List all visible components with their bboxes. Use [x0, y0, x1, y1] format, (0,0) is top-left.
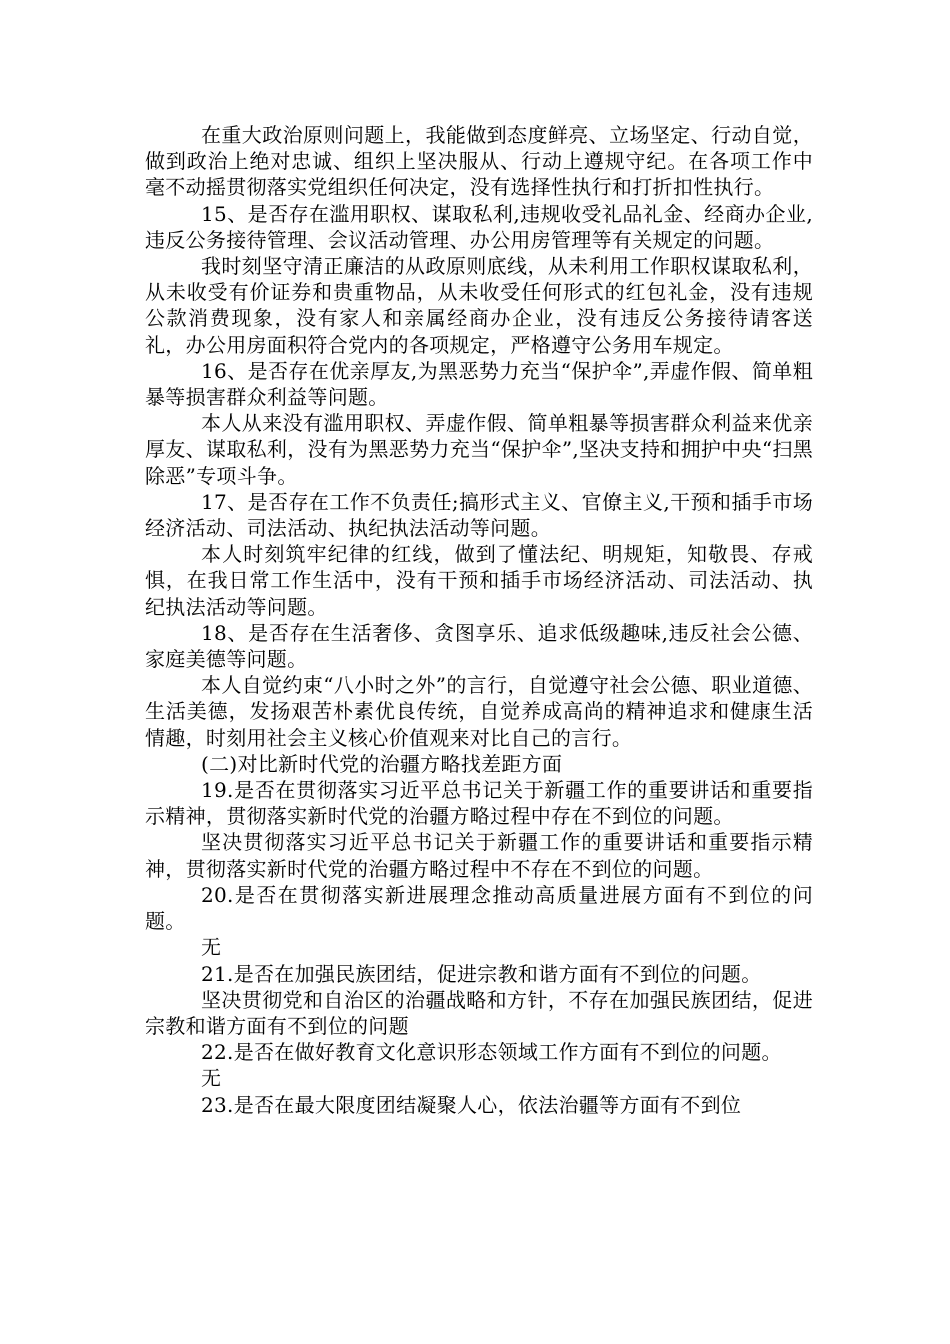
- question-18: 18、是否存在生活奢侈、贪图享乐、追求低级趣味,违反社会公德、家庭美德等问题。: [145, 620, 813, 672]
- answer-17: 本人时刻筑牢纪律的红线，做到了懂法纪、明规矩，知敬畏、存戒惧，在我日常工作生活中，没有干预和插手市场经济活动、司法活动、执纪执法活动等问题。: [145, 542, 813, 619]
- answer-16: 本人从来没有滥用职权、弄虚作假、简单粗暴等损害群众利益来优亲厚友、谋取私利，没有为黑恶势力充当“保护伞”,坚决支持和拥护中央“扫黑除恶”专项斗争。: [145, 411, 813, 488]
- paragraph-political-principle-answer: 在重大政治原则问题上，我能做到态度鲜亮、立场坚定、行动自觉，做到政治上绝对忠诚、组织上坚决服从、行动上遵规守纪。在各项工作中毫不动摇贯彻落实党组织任何决定，没有选择性执行和打折扣性执行。: [145, 123, 813, 200]
- question-16: 16、是否存在优亲厚友,为黑恶势力充当“保护伞”,弄虚作假、简单粗暴等损害群众利益等问题。: [145, 358, 813, 410]
- question-21: 21.是否在加强民族团结，促进宗教和谐方面有不到位的问题。: [201, 961, 762, 986]
- answer-21: 坚决贯彻党和自治区的治疆战略和方针，不存在加强民族团结，促进宗教和谐方面有不到位的问题: [145, 987, 813, 1038]
- answer-22: 无: [201, 1066, 222, 1091]
- question-19: 19.是否在贯彻落实习近平总书记关于新疆工作的重要讲话和重要指示精神，贯彻落实新时代党的治疆方略过程中存在不到位的问题。: [145, 778, 813, 829]
- question-15: 15、是否存在滥用职权、谋取私利,违规收受礼品礼金、经商办企业,违反公务接待管理、会议活动管理、办公用房管理等有关规定的问题。: [145, 201, 813, 252]
- question-20: 20.是否在贯彻落实新进展理念推动高质量进展方面有不到位的问题。: [145, 882, 813, 934]
- question-22: 22.是否在做好教育文化意识形态领域工作方面有不到位的问题。: [201, 1040, 782, 1065]
- document-body: [145, 122, 813, 1118]
- question-17: 17、是否存在工作不负责任;搞形式主义、官僚主义,干预和插手市场经济活动、司法活动、执纪执法活动等问题。: [145, 489, 813, 541]
- answer-19: 坚决贯彻落实习近平总书记关于新疆工作的重要讲话和重要指示精神，贯彻落实新时代党的治疆方略过程中不存在不到位的问题。: [145, 830, 813, 881]
- question-23: 23.是否在最大限度团结凝聚人心，依法治疆等方面有不到位: [201, 1092, 742, 1117]
- answer-20: 无: [201, 935, 222, 960]
- section-heading: (二)对比新时代党的治疆方略找差距方面: [201, 751, 563, 776]
- answer-15: 我时刻坚守清正廉洁的从政原则底线，从未利用工作职权谋取私利，从未收受有价证券和贵重物品，从未收受任何形式的红包礼金，没有违规公款消费现象，没有家人和亲属经商办企业，没有违反公务接待请客送礼，办公用房面积符合党内的各项规定，严格遵守公务用车规定。: [145, 254, 813, 357]
- answer-18: 本人自觉约束“八小时之外”的言行，自觉遵守社会公德、职业道德、生活美德，发扬艰苦朴素优良传统，自觉养成高尚的精神追求和健康生活情趣，时刻用社会主义核心价值观来对比自己的言行。: [145, 673, 813, 750]
